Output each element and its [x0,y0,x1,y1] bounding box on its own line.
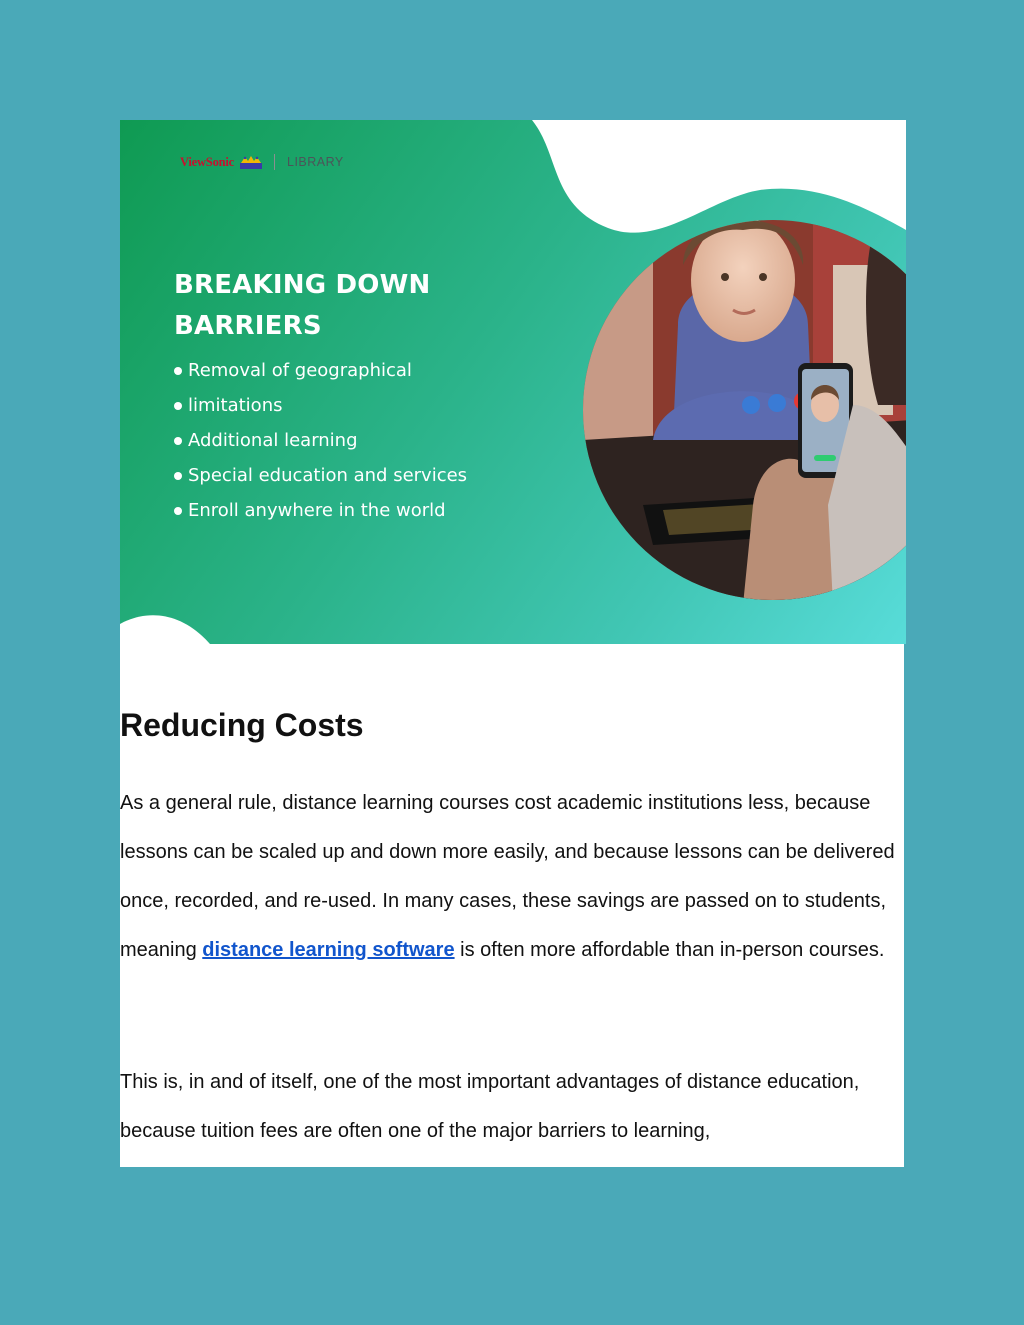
viewsonic-birds-icon [240,155,262,169]
bullet-item: Enroll anywhere in the world [174,493,467,528]
banner-title: BREAKING DOWN BARRIERS [174,270,431,341]
bullet-item: Special education and services [174,458,467,493]
banner-bullet-list [174,353,467,528]
distance-learning-software-link[interactable]: distance learning software [202,939,455,961]
section-heading: Reducing Costs [120,707,364,743]
viewsonic-wordmark: ViewSonic [180,154,234,169]
wave-shape-bottom-left [120,614,240,644]
library-label: LIBRARY [287,155,344,169]
bullet-item: Removal of geographical [174,353,467,388]
bullet-item: limitations [174,388,467,423]
bullet-dot-icon [174,367,182,375]
bullet-dot-icon [174,507,182,515]
bullet-item: Additional learning [174,423,467,458]
document-page [120,120,904,1167]
bullet-dot-icon [174,472,182,480]
breaking-down-barriers-banner [120,120,906,644]
paragraph-reducing-costs: As a general rule, distance learning courses cost academic institutions less, because lessons can be scaled up and down more easily, and because lessons can be delivered once, recorded, and re-used. In many cases, these savings are passed on to students, meaning distance learning software is often more affordable than in-person courses. [120,792,895,961]
brand-divider [274,154,275,170]
paragraph-tuition-fees: This is, in and of itself, one of the most important advantages of distance education, because tuition fees are often one of the major barriers to learning, [120,1071,860,1142]
bullet-dot-icon [174,402,182,410]
bullet-dot-icon [174,437,182,445]
brand-logo [180,154,344,170]
child-video-call-photo [583,205,906,603]
